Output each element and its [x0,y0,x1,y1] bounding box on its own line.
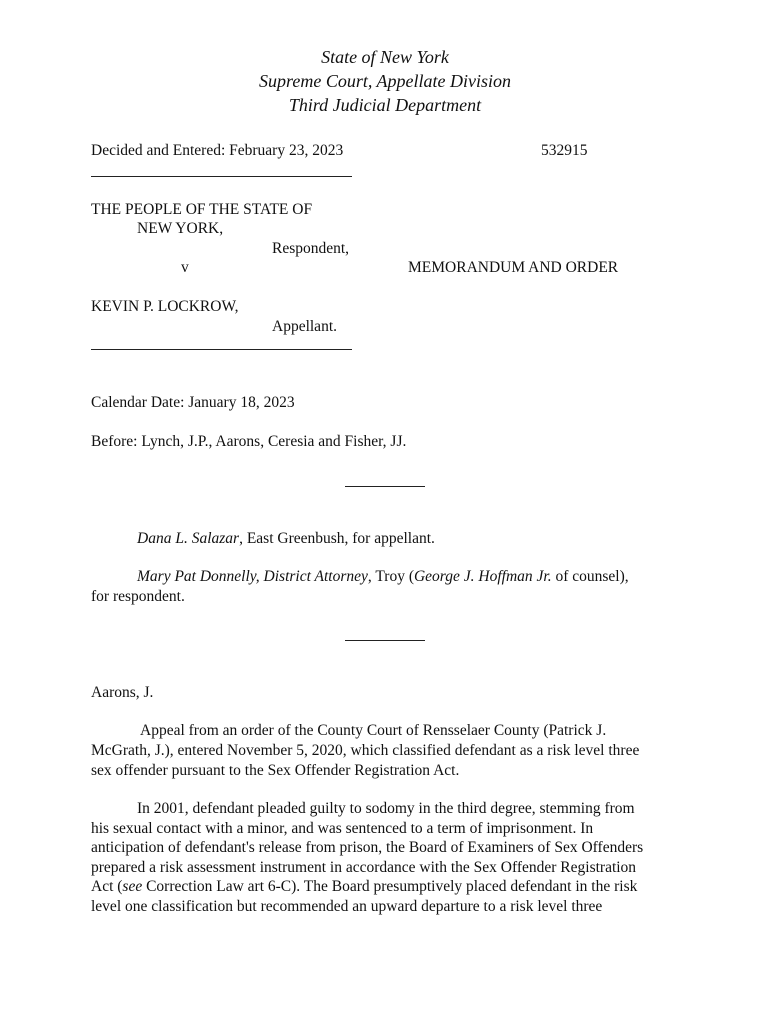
appellant-counsel-detail: , East Greenbush, for appellant. [239,530,435,547]
paragraph2-line5-end: Correction Law art 6-C). The Board presumptively placed defendant in the risk [142,878,638,895]
court-name: State of New York [321,47,449,67]
court-division: Supreme Court, Appellate Division [259,71,511,91]
paragraph2-line6: level one classification but recommended an upward departure to a risk level three [91,898,603,915]
caption-party1-line2: NEW YORK, [137,220,224,237]
caption-party1-line1: THE PEOPLE OF THE STATE OF [91,201,313,218]
respondent-of-counsel-name: George J. Hoffman Jr. [413,568,552,585]
paragraph2-line5-start: Act ( [91,878,123,895]
paragraph2-line1: In 2001, defendant pleaded guilty to sodomy in the third degree, stemming from [137,800,635,817]
order-type: MEMORANDUM AND ORDER [408,259,619,276]
panel-judges: Before: Lynch, J.P., Aarons, Ceresia and Fisher, JJ. [91,433,407,450]
counsel-appellant [137,529,435,549]
divider-top [91,176,352,177]
paragraph2-line4: prepared a risk assessment instrument in accordance with the Sex Offender Registration [91,859,637,876]
citation-signal: see [122,878,143,895]
paragraph2-line2: his sexual contact with a minor, and was sentenced to a term of imprisonment. In [91,820,594,837]
paragraph2-line3: anticipation of defendant's release from prison, the Board of Examiners of Sex Offenders [91,839,644,856]
paragraph2-line5 [91,877,637,897]
paragraph1-line1: Appeal from an order of the County Court of Rensselaer County (Patrick J. [140,722,607,739]
caption-party2-role: Appellant. [272,318,337,335]
decided-date: Decided and Entered: February 23, 2023 [91,142,344,159]
caption-party2: KEVIN P. LOCKROW, [91,298,239,315]
appellant-counsel-name: Dana L. Salazar [137,530,240,547]
opinion-author: Aarons, J. [91,684,154,701]
paragraph1-line2: McGrath, J.), entered November 5, 2020, which classified defendant as a risk level three [91,742,640,759]
docket-number: 532915 [541,142,588,159]
section-divider-1 [345,486,425,487]
caption-versus: v [181,259,189,276]
counsel-respondent [137,567,629,587]
counsel-respondent-line2: for respondent. [91,588,185,605]
divider-bottom [91,349,352,350]
caption-party1-role: Respondent, [272,240,350,257]
respondent-counsel-tail: of counsel), [551,568,629,585]
court-department: Third Judicial Department [288,95,482,115]
respondent-counsel-location: , Troy ( [367,568,414,585]
calendar-date: Calendar Date: January 18, 2023 [91,394,295,411]
paragraph1-line3: sex offender pursuant to the Sex Offender Registration Act. [91,762,460,779]
section-divider-2 [345,640,425,641]
respondent-counsel-name: Mary Pat Donnelly, District Attorney [137,568,368,585]
